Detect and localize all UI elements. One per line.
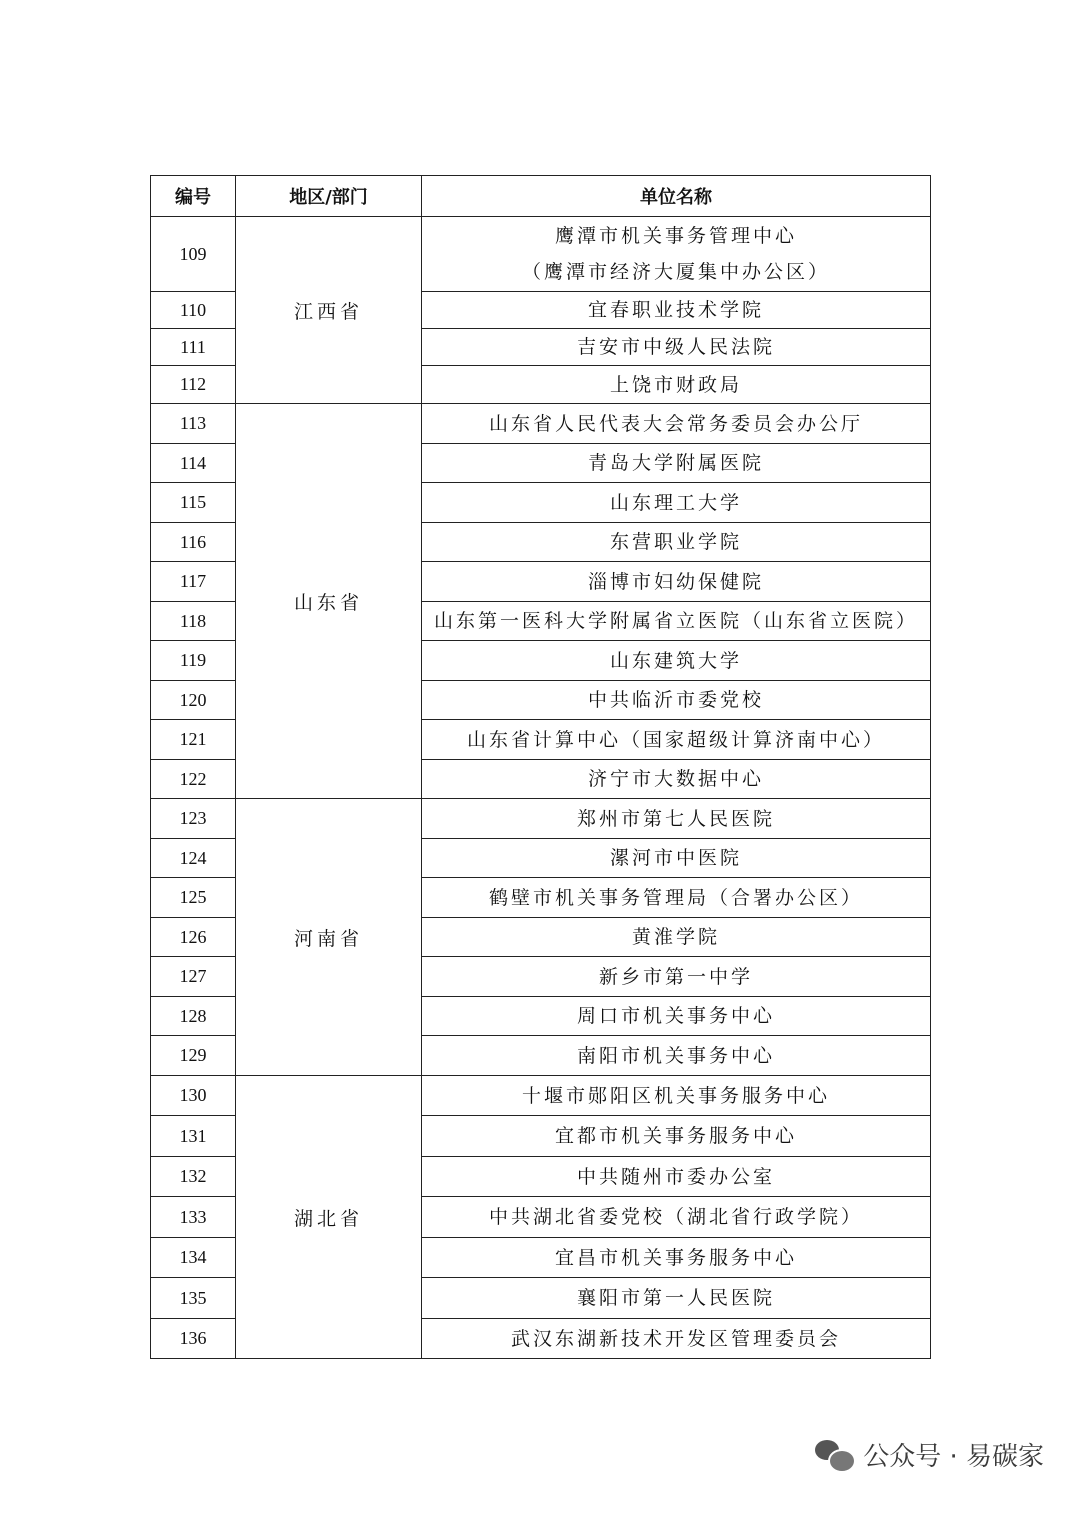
- row-number: 130: [151, 1076, 236, 1116]
- unit-name-line: 上饶市财政局: [609, 373, 742, 396]
- row-number: 110: [151, 292, 236, 329]
- row-number: 135: [151, 1278, 236, 1319]
- unit-name-cell: [422, 1238, 931, 1278]
- unit-name-line: 漯河市中医院: [609, 847, 742, 869]
- row-number: 121: [151, 720, 236, 760]
- row-number: 109: [151, 217, 236, 292]
- header-number: 编号: [151, 176, 236, 217]
- unit-name-cell: [422, 523, 931, 562]
- table-row: [151, 1076, 931, 1116]
- header-region: 地区/部门: [236, 176, 422, 217]
- row-number: 128: [151, 997, 236, 1036]
- unit-name-line: 武汉东湖新技术开发区管理委员会: [510, 1327, 841, 1350]
- unit-name-cell: [422, 839, 931, 878]
- row-number: 129: [151, 1036, 236, 1076]
- unit-name-line: （鹰潭市经济大厦集中办公区）: [521, 261, 830, 283]
- unit-name-cell: [422, 1157, 931, 1197]
- row-number: 114: [151, 444, 236, 483]
- unit-name-line: 宜都市机关事务服务中心: [554, 1125, 797, 1147]
- unit-name-cell: [422, 1197, 931, 1238]
- unit-name-cell: [422, 720, 931, 760]
- row-number: 131: [151, 1116, 236, 1157]
- row-number: 132: [151, 1157, 236, 1197]
- unit-name-cell: [422, 1076, 931, 1116]
- row-number: 127: [151, 957, 236, 997]
- unit-name-line: 襄阳市第一人民医院: [576, 1287, 775, 1309]
- region-cell: 湖北省: [236, 1076, 422, 1359]
- unit-name-line: 鹤壁市机关事务管理局（合署办公区）: [488, 886, 863, 909]
- units-table: [150, 175, 931, 1359]
- unit-name-cell: [422, 760, 931, 799]
- row-number: 111: [151, 329, 236, 366]
- table-row: [151, 217, 931, 292]
- unit-name-cell: [422, 918, 931, 957]
- row-number: 118: [151, 602, 236, 641]
- table-row: [151, 799, 931, 839]
- row-number: 124: [151, 839, 236, 878]
- row-number: 123: [151, 799, 236, 839]
- unit-name-cell: [422, 1116, 931, 1157]
- unit-name-line: 周口市机关事务中心: [576, 1005, 775, 1027]
- region-cell: 河南省: [236, 799, 422, 1076]
- row-number: 122: [151, 760, 236, 799]
- row-number: 116: [151, 523, 236, 562]
- row-number: 115: [151, 483, 236, 523]
- unit-name-cell: [422, 641, 931, 681]
- unit-name-line: 山东理工大学: [609, 491, 742, 514]
- unit-name-cell: [422, 404, 931, 444]
- watermark-text: 公众号 · 易碳家: [863, 1442, 1044, 1472]
- unit-name-cell: [422, 1036, 931, 1076]
- unit-name-cell: [422, 366, 931, 404]
- unit-name-cell: [422, 997, 931, 1036]
- row-number: 112: [151, 366, 236, 404]
- row-number: 126: [151, 918, 236, 957]
- unit-name-line: 青岛大学附属医院: [587, 452, 764, 474]
- unit-name-cell: [422, 217, 931, 292]
- unit-name-line: 山东省人民代表大会常务委员会办公厅: [488, 412, 863, 435]
- unit-name-line: 山东省计算中心（国家超级计算济南中心）: [466, 728, 885, 751]
- region-cell: 山东省: [236, 404, 422, 799]
- unit-name-cell: [422, 1278, 931, 1319]
- unit-name-line: 黄淮学院: [631, 926, 720, 948]
- unit-name-cell: [422, 292, 931, 329]
- unit-name-line: 东营职业学院: [609, 531, 742, 553]
- unit-name-line: 山东建筑大学: [609, 649, 742, 672]
- row-number: 113: [151, 404, 236, 444]
- header-unit-name: 单位名称: [422, 176, 931, 217]
- unit-name-line: 郑州市第七人民医院: [576, 807, 775, 830]
- unit-name-cell: [422, 602, 931, 641]
- region-cell: 江西省: [236, 217, 422, 404]
- header-row: [151, 176, 931, 217]
- unit-name-line: 宜春职业技术学院: [587, 299, 764, 321]
- unit-name-line: 中共湖北省委党校（湖北省行政学院）: [488, 1206, 863, 1228]
- unit-name-line: 中共随州市委办公室: [576, 1165, 775, 1188]
- wechat-icon: [815, 1438, 853, 1472]
- unit-name-line: 山东第一医科大学附属省立医院（山东省立医院）: [433, 610, 918, 632]
- row-number: 120: [151, 681, 236, 720]
- unit-name-cell: [422, 1319, 931, 1359]
- row-number: 119: [151, 641, 236, 681]
- unit-name-line: 淄博市妇幼保健院: [587, 570, 764, 593]
- row-number: 117: [151, 562, 236, 602]
- row-number: 125: [151, 878, 236, 918]
- row-number: 133: [151, 1197, 236, 1238]
- watermark: [815, 1436, 1044, 1473]
- unit-name-cell: [422, 483, 931, 523]
- unit-name-cell: [422, 329, 931, 366]
- unit-name-line: 中共临沂市委党校: [587, 689, 764, 711]
- unit-name-cell: [422, 878, 931, 918]
- unit-name-line: 吉安市中级人民法院: [576, 336, 775, 358]
- unit-name-line: 鹰潭市机关事务管理中心: [554, 225, 797, 247]
- unit-name-line: 济宁市大数据中心: [587, 768, 764, 790]
- unit-name-cell: [422, 957, 931, 997]
- unit-name-cell: [422, 681, 931, 720]
- unit-name-cell: [422, 562, 931, 602]
- unit-name-line: 宜昌市机关事务服务中心: [554, 1246, 797, 1269]
- unit-name-line: 十堰市郧阳区机关事务服务中心: [521, 1084, 830, 1107]
- table-body: [151, 217, 931, 1359]
- unit-name-cell: [422, 799, 931, 839]
- table-row: [151, 404, 931, 444]
- row-number: 136: [151, 1319, 236, 1359]
- unit-name-cell: [422, 444, 931, 483]
- unit-name-line: 新乡市第一中学: [598, 965, 753, 988]
- unit-name-line: 南阳市机关事务中心: [576, 1044, 775, 1067]
- row-number: 134: [151, 1238, 236, 1278]
